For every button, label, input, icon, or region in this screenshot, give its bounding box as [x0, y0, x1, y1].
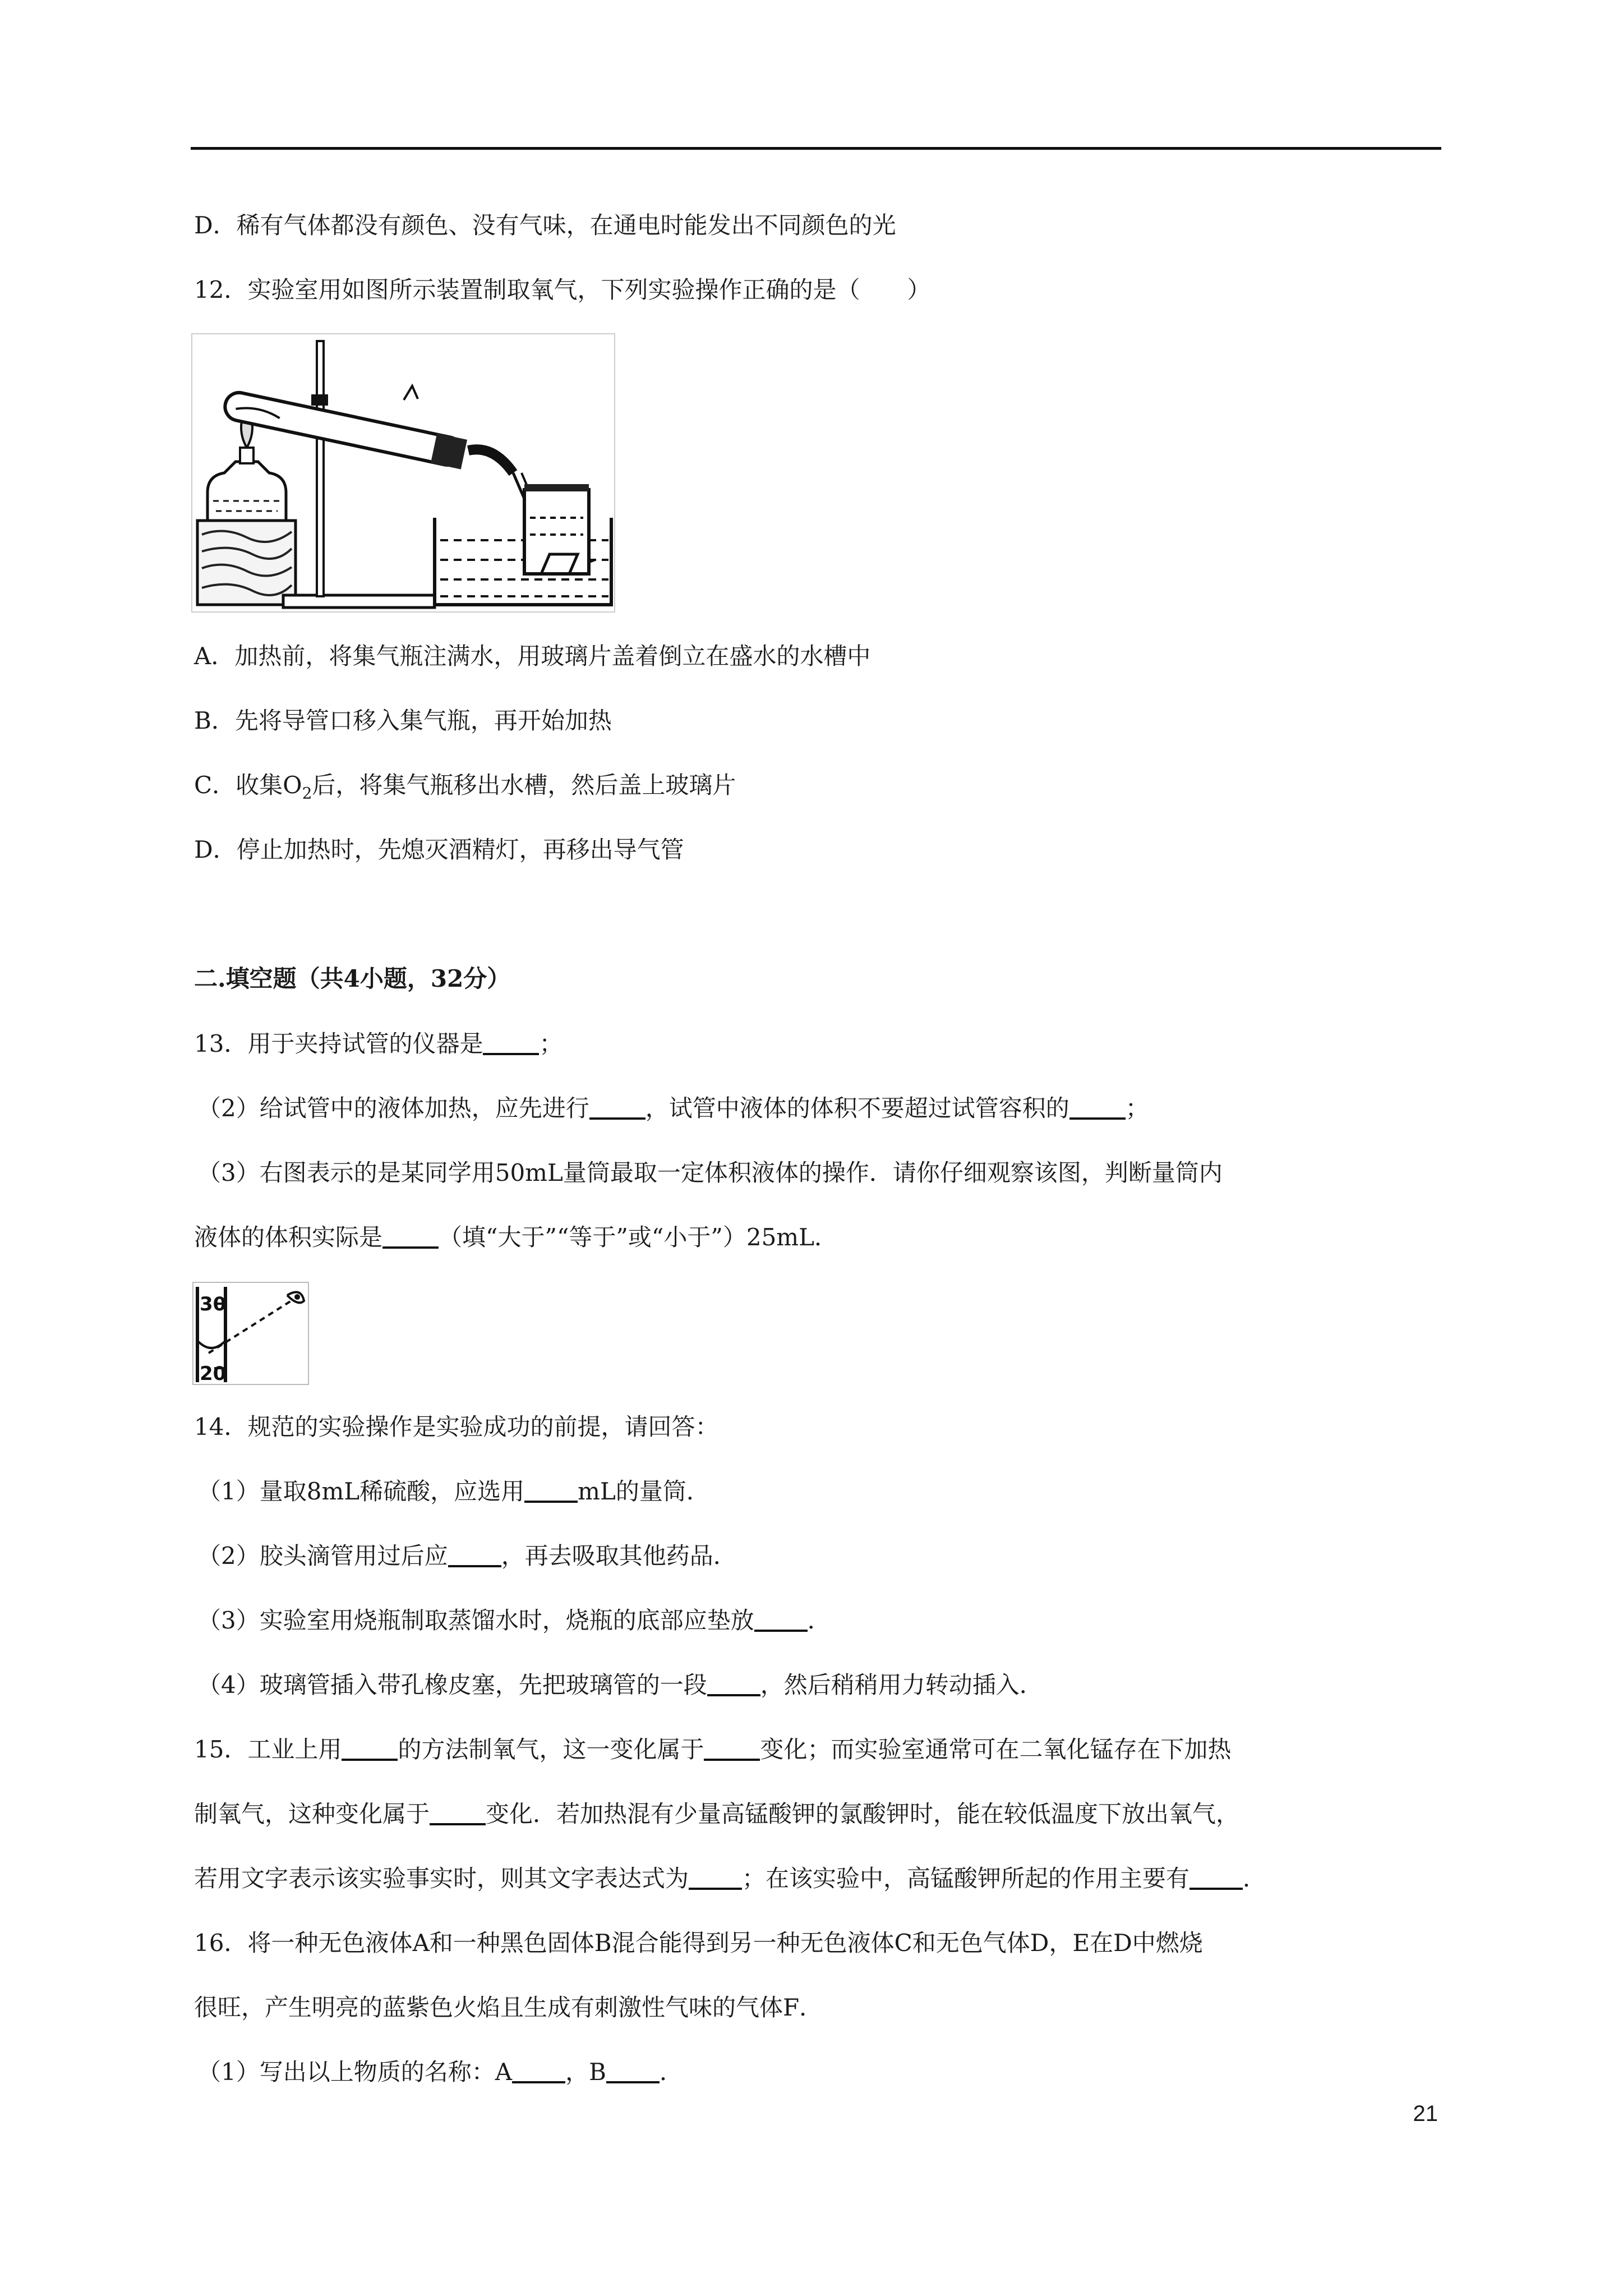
answer-blank[interactable] — [1189, 1865, 1243, 1890]
q16-line2: 很旺，产生明亮的蓝紫色火焰且生成有刺激性气味的气体F． — [194, 1994, 823, 2021]
scale-label-20: 20 — [200, 1363, 227, 1385]
q12-option-b: B．先将导管口移入集气瓶，再开始加热 — [194, 707, 612, 734]
q13-part1: 13．用于夹持试管的仪器是 ； — [194, 1030, 563, 1057]
answer-blank[interactable] — [448, 1543, 501, 1567]
q14-stem: 14．规范的实验操作是实验成功的前提，请回答： — [194, 1413, 719, 1441]
header-rule — [191, 147, 1441, 150]
answer-blank[interactable] — [524, 1478, 578, 1503]
q12-option-c: C．收集$O_2$后，将集气瓶移出水槽，然后盖上玻璃片 — [194, 771, 736, 803]
answer-blank[interactable] — [382, 1224, 439, 1249]
q14-part2: （2）胶头滴管用过后应 ，再去吸取其他药品． — [197, 1542, 737, 1570]
answer-blank[interactable] — [512, 2059, 565, 2083]
q13-part3: （3）右图表示的是某同学用50mL量筒最取一定体积液体的操作．请你仔细观察该图，判断量筒内 — [197, 1159, 1223, 1186]
q12-stem: 12．实验室用如图所示装置制取氧气，下列实验操作正确的是（ ） — [194, 276, 931, 303]
answer-blank[interactable] — [430, 1801, 486, 1825]
q13-part3-cont: 液体的体积实际是 （填“大于”“等于”或“小于”）25mL． — [194, 1223, 838, 1251]
q16-part1: （1）写出以上物质的名称：A ，B ． — [197, 2058, 683, 2086]
oxygen-apparatus-figure — [191, 333, 616, 613]
answer-blank[interactable] — [707, 1672, 760, 1696]
q16-line1: 16．将一种无色液体A和一种黑色固体B混合能得到另一种无色液体C和无色气体D，E在D中燃烧 — [194, 1929, 1203, 1957]
q15-line2: 制氧气，这种变化属于 变化．若加热混有少量高锰酸钾的氯酸钾时，能在较低温度下放出氧气， — [194, 1800, 1240, 1828]
q12-option-a: A．加热前，将集气瓶注满水，用玻璃片盖着倒立在盛水的水槽中 — [194, 642, 871, 670]
scale-label-30: 30 — [200, 1293, 227, 1315]
answer-blank[interactable] — [606, 2059, 660, 2083]
answer-blank[interactable] — [689, 1865, 742, 1890]
q13-part2: （2）给试管中的液体加热，应先进行 ，试管中液体的体积不要超过试管容积的 ； — [197, 1094, 1149, 1122]
q14-part1: （1）量取8mL稀硫酸，应选用 mL的量筒． — [197, 1478, 710, 1505]
q15-line3: 若用文字表示该实验事实时，则其文字表达式为 ；在该实验中，高锰酸钾所起的作用主要有 ． — [194, 1865, 1267, 1892]
answer-blank[interactable] — [589, 1095, 645, 1120]
answer-blank[interactable] — [704, 1736, 760, 1761]
cylinder-reading-figure — [192, 1281, 310, 1386]
answer-blank[interactable] — [483, 1030, 539, 1055]
answer-blank[interactable] — [754, 1607, 808, 1632]
q12-option-d: D．停止加热时，先熄灭酒精灯，再移出导气管 — [194, 836, 684, 863]
q15-line1: 15．工业上用 的方法制氧气，这一变化属于 变化；而实验室通常可在二氧化锰存在下加热 — [194, 1736, 1232, 1763]
q14-part4: （4）玻璃管插入带孔橡皮塞，先把玻璃管的一段 ，然后稍稍用力转动插入． — [197, 1671, 1043, 1699]
page-number: 21 — [1413, 2101, 1438, 2126]
section-2-title: 二.填空题（共4小题，32分） — [194, 965, 511, 992]
q14-part3: （3）实验室用烧瓶制取蒸馏水时，烧瓶的底部应垫放 ． — [197, 1607, 831, 1634]
answer-blank[interactable] — [1069, 1095, 1126, 1120]
answer-blank[interactable] — [342, 1736, 398, 1761]
q11-option-d: D．稀有气体都没有颜色、没有气味，在通电时能发出不同颜色的光 — [194, 211, 896, 239]
